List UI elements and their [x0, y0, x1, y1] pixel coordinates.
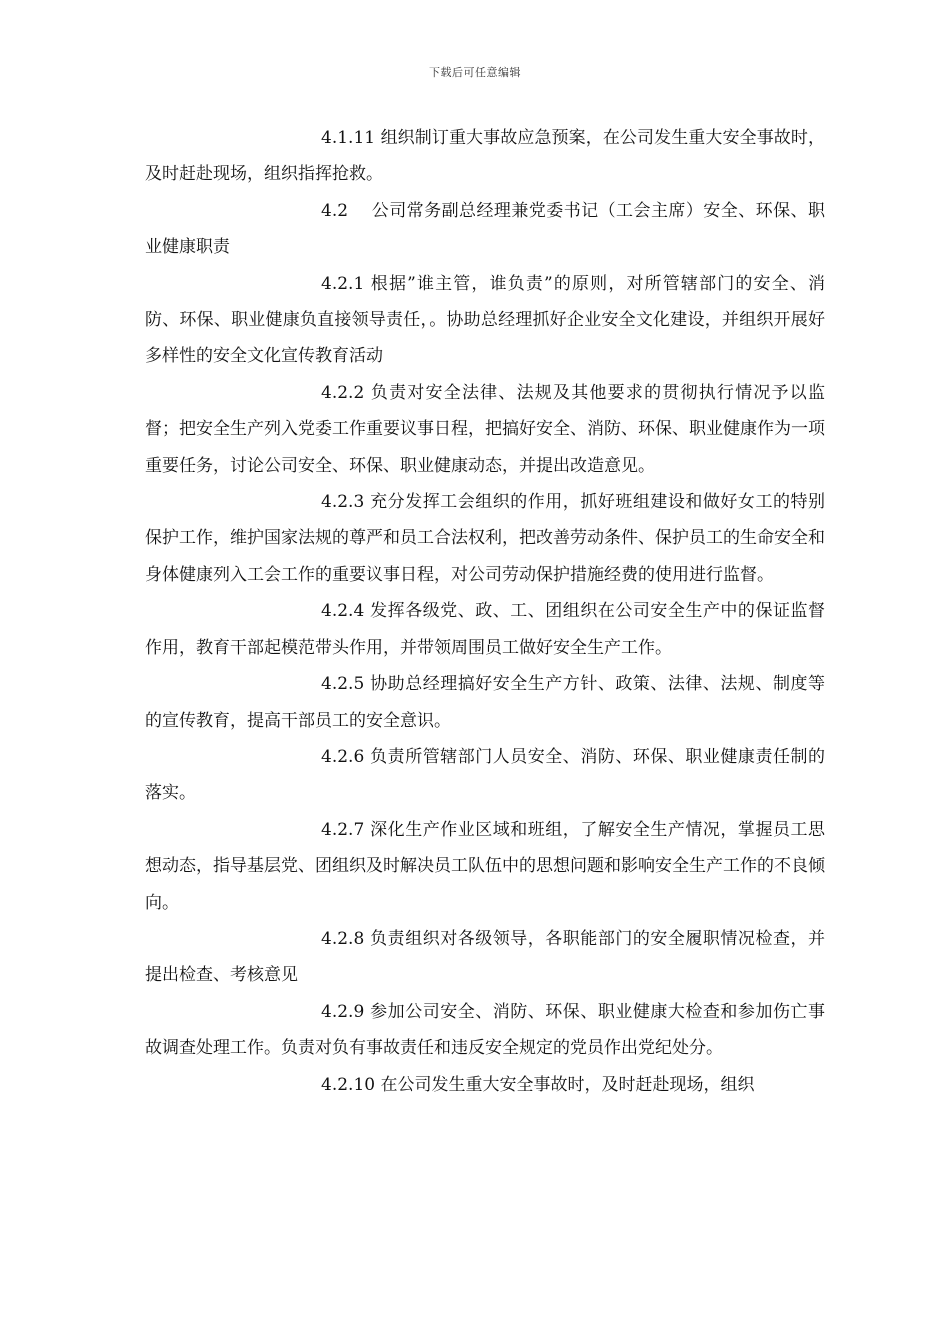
paragraph-4-2-3: 4.2.3 充分发挥工会组织的作用，抓好班组建设和做好女工的特别保护工作，维护国家法规的尊严和员工合法权利，把改善劳动条件、保护员工的生命安全和身体健康列入工会工作的重要议事日程，对公司劳动保护措施经费的使用进行监督。 — [145, 492, 825, 585]
paragraph-4-2-heading: 4.2 公司常务副总经理兼党委书记（工会主席）安全、环保、职业健康职责 — [145, 200, 825, 258]
paragraph-4-2-9: 4.2.9 参加公司安全、消防、环保、职业健康大检查和参加伤亡事故调查处理工作。负责对负有事故责任和违反安全规定的党员作出党纪处分。 — [145, 1001, 825, 1059]
paragraph-4-2-1: 4.2.1 根据”谁主管，谁负责”的原则，对所管辖部门的安全、消防、环保、职业健康负直接领导责任，。协助总经理抓好企业安全文化建设，并组织开展好多样性的安全文化宣传教育活动 — [145, 273, 825, 367]
paragraph-4-2-5: 4.2.5 协助总经理搞好安全生产方针、政策、法律、法规、制度等的宣传教育，提高干部员工的安全意识。 — [145, 674, 825, 731]
paragraph-4-1-11: 4.1.11 组织制订重大事故应急预案，在公司发生重大安全事故时，及时赶赴现场，组织指挥抢救。 — [145, 128, 825, 185]
document-body — [145, 120, 825, 1103]
paragraph-4-2-7: 4.2.7 深化生产作业区域和班组，了解安全生产情况，掌握员工思想动态，指导基层党、团组织及时解决员工队伍中的思想问题和影响安全生产工作的不良倾向。 — [145, 819, 825, 913]
paragraph-4-2-6: 4.2.6 负责所管辖部门人员安全、消防、环保、职业健康责任制的落实。 — [145, 746, 825, 804]
paragraph-4-2-10: 4.2.10 在公司发生重大安全事故时，及时赶赴现场，组织 — [321, 1074, 755, 1095]
paragraph-4-2-2: 4.2.2 负责对安全法律、法规及其他要求的贯彻执行情况予以监督；把安全生产列入党委工作重要议事日程，把搞好安全、消防、环保、职业健康作为一项重要任务，讨论公司安全、环保、职业健康动态，并提出改造意见。 — [145, 382, 825, 476]
paragraph-4-2-8: 4.2.8 负责组织对各级领导，各职能部门的安全履职情况检查，并提出检查、考核意见 — [145, 928, 825, 986]
paragraph-4-2-4: 4.2.4 发挥各级党、政、工、团组织在公司安全生产中的保证监督作用，教育干部起模范带头作用，并带领周围员工做好安全生产工作。 — [145, 601, 825, 658]
page-header-note: 下载后可任意编辑 — [429, 66, 521, 79]
